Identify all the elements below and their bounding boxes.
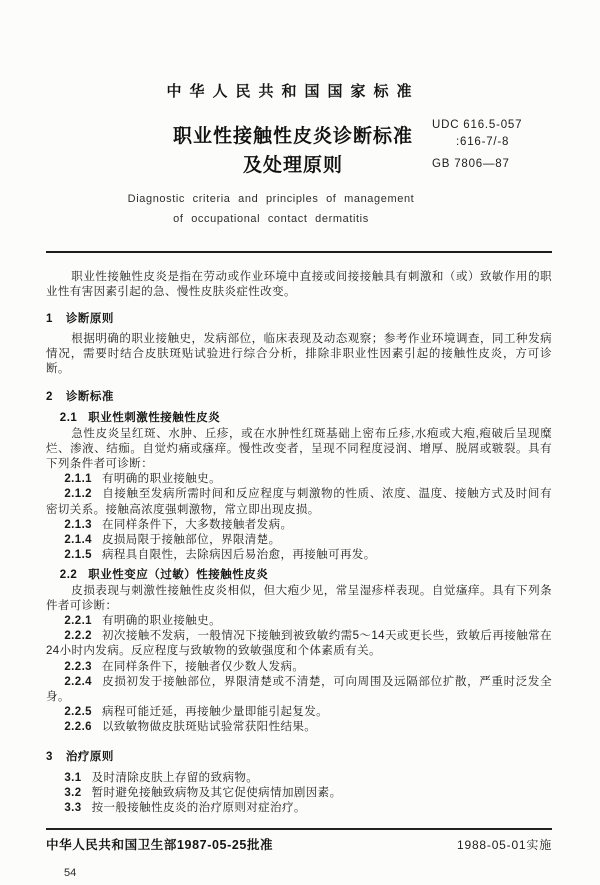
section-title: 诊断原则 [65,313,114,326]
clause-text: 以致敏物做皮肤斑贴试验常获阳性结果。 [101,721,317,734]
clause-text: 有明确的职业接触史。 [101,473,221,486]
subsection-heading-2-1 [46,411,552,426]
clause-number: 2.1.4 [64,534,92,547]
clause-text: 病程具自限性，去除病因后易治愈，再接触可再发。 [101,549,376,562]
title-line-1: 职业性接触性皮炎诊断标准 [172,126,413,147]
clause-number: 3.1 [64,771,82,784]
clause-2-2-1 [46,614,552,629]
section-1-paragraph: 根据明确的职业接触史，发病部位，临床表现及动态观察；参考作业环境调查，同工种发病情况，需要时结合皮肤斑贴试验进行综合分析，排除非职业性因素引起的接触性皮炎，方可诊断。 [46,332,552,376]
subsection-title: 职业性变应（过敏）性接触性皮炎 [88,569,269,582]
section-heading-2 [46,390,552,405]
clause-number: 2.2.6 [64,721,92,734]
section-heading-1 [46,312,552,327]
clause-3-2 [46,786,552,801]
clause-text: 按一般接触性皮炎的治疗原则对症治疗。 [91,802,306,815]
clause-number: 2.2.5 [64,706,92,719]
subsection-number: 2.1 [59,412,78,425]
approval-authority-date: 中华人民共和国卫生部1987-05-25批准 [46,837,274,852]
section-number: 2 [46,391,53,404]
implementation-date: 1988-05-01实施 [457,837,552,852]
clause-number: 3.3 [64,802,82,815]
clause-text: 在同样条件下，大多数接触者发病。 [101,518,293,531]
subsection-number: 2.2 [59,569,78,582]
clause-2-2-3 [46,660,552,675]
subsection-heading-2-2 [46,568,552,583]
clause-2-1-5 [46,548,552,563]
clause-text: 自接触至发病所需时间和反应程度与刺激物的性质、浓度、温度、接触方式及时间有密切关系。接触高浓度强刺激物，常立即出现皮损。 [46,488,552,516]
clause-2-2-4 [46,675,552,705]
clause-number: 2.2.1 [64,615,92,628]
english-title-line-1: Diagnostic criteria and principles of management [127,193,415,205]
clause-text: 暂时避免接触致病物及其它促使病情加剧因素。 [91,787,342,800]
clause-2-1-2 [46,487,552,517]
clause-text: 皮损局限于接触部位，界限清楚。 [101,534,281,547]
clause-2-2-6 [46,720,552,735]
clause-2-2-2 [46,629,552,659]
english-title-line-2: of occupational contact dermatitis [173,213,369,225]
title-line-2: 及处理原则 [242,155,343,176]
standard-header: 中华人民共和国国家标准 [166,83,420,100]
intro-paragraph: 职业性接触性皮炎是指在劳动或作业环境中直接或间接接触具有刺激和（或）致敏作用的职业性有害因素引起的急、慢性皮肤炎症性改变。 [46,271,552,299]
clause-number: 2.1.5 [64,549,92,562]
gb-standard-code: GB 7806—87 [432,158,510,170]
subsection-2-2-paragraph: 皮损表现与刺激性接触性皮炎相似，但大疱少见，常呈湿疹样表现。自觉瘙痒。具有下列条件者可诊断： [46,584,552,612]
section-3-items [46,771,552,817]
subsection-2-1-paragraph: 急性皮炎呈红斑、水肿、丘疹，或在水肿性红斑基础上密布丘疹,水疱或大疱,疱破后呈现糜烂、渗液、结痂。自觉灼痛或瘙痒。慢性改变者，呈现不同程度浸润、增厚、脱屑或皲裂。具有下列条件者可诊断： [46,427,552,471]
udc-code-line-1: UDC 616.5-057 [432,119,523,131]
classification-codes [432,117,522,173]
section-number: 3 [46,750,53,763]
clause-text: 初次接触不发病，一般情况下接触到被致敏约需5～14天或更长些，致敏后再接触常在24小时内发病。反应程度与致敏物的致敏强度和个体素质有关。 [46,630,552,658]
clause-2-1-4 [46,533,552,548]
clause-text: 病程可能迁延，再接触少量即能引起复发。 [101,706,329,719]
section-title: 诊断标准 [65,391,114,404]
clause-text: 及时清除皮肤上存留的致病物。 [91,771,259,784]
clause-text: 有明确的职业接触史。 [101,615,221,628]
section-number: 1 [46,313,53,326]
clause-2-1-1 [46,472,552,487]
subsection-title: 职业性刺激性接触性皮炎 [88,412,221,425]
clause-2-1-3 [46,518,552,533]
clause-3-1 [46,771,552,786]
clause-text: 在同样条件下，接触者仅少数人发病。 [101,660,305,673]
udc-code-line-2: :616-7/-8 [456,136,510,148]
clause-number: 3.2 [64,787,82,800]
section-heading-3 [46,750,552,765]
clause-number: 2.2.2 [64,630,92,643]
page-number: 54 [64,866,77,879]
clause-number: 2.1.1 [64,473,92,486]
clause-number: 2.1.3 [64,518,92,531]
clause-text: 皮损初发于接触部位，界限清楚或不清楚，可向周围及远隔部位扩散，严重时泛发全身。 [46,675,552,704]
english-title [61,189,481,229]
section-title: 治疗原则 [65,750,114,763]
clause-2-2-5 [46,705,552,720]
clause-number: 2.2.3 [64,660,92,673]
document-body [46,270,552,817]
clause-number: 2.1.2 [64,488,92,501]
header-divider [46,251,552,253]
footer [46,830,552,853]
clause-3-3 [46,801,552,816]
clause-number: 2.2.4 [64,675,92,688]
